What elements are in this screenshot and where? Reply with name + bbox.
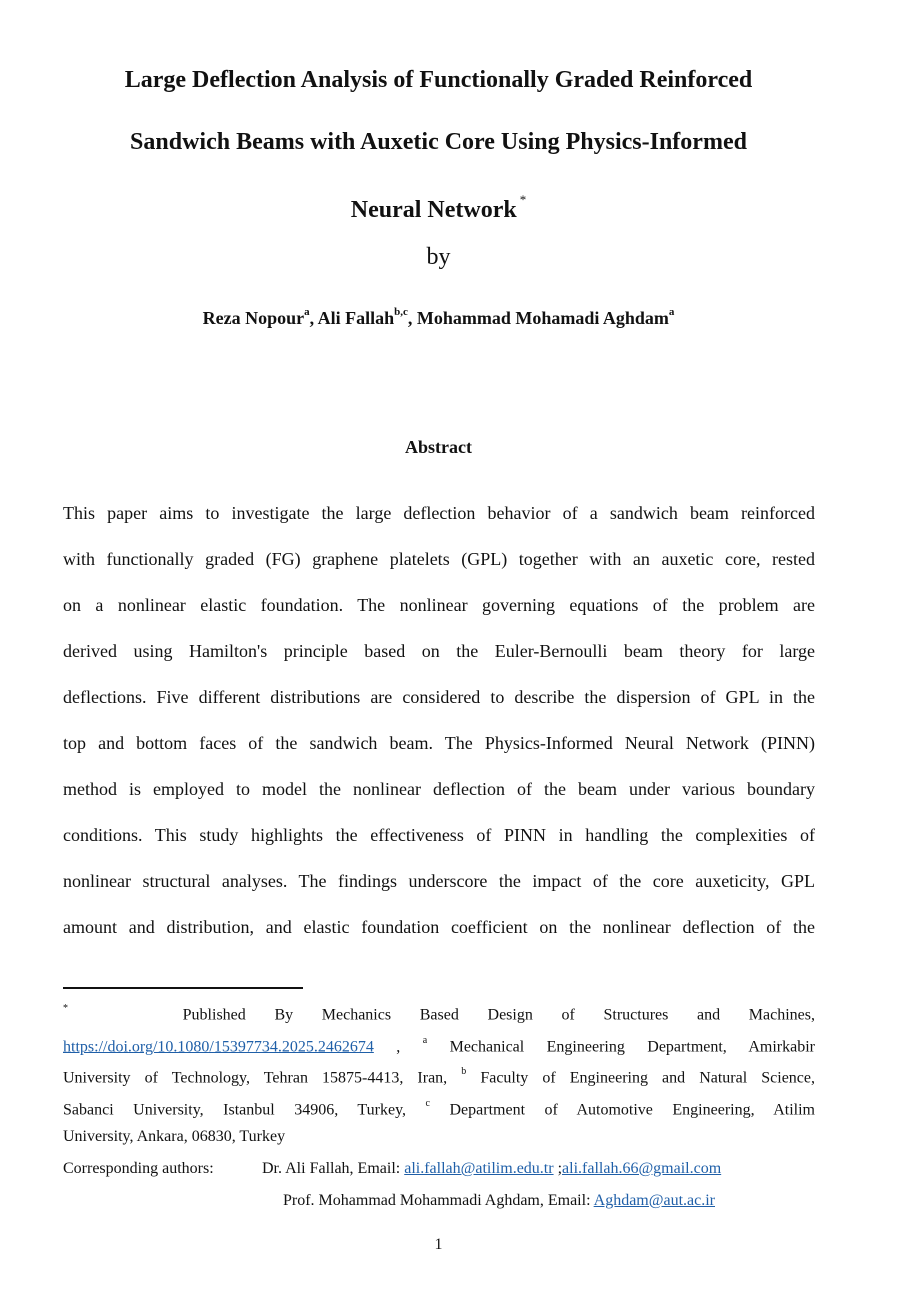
- footnote: [63, 995, 815, 1153]
- title-line-2: Sandwich Beams with Auxetic Core Using Physics-Informed: [130, 128, 747, 155]
- author-name: Ali Fallah: [317, 308, 395, 328]
- page-number: 1: [434, 1236, 443, 1253]
- footnote-divider: [63, 987, 303, 989]
- footnote-line: [63, 1027, 815, 1059]
- author-separator: ,: [309, 308, 318, 328]
- footnote-line: [63, 1121, 815, 1153]
- affiliation-c-text-cont: University, Ankara, 06830, Turkey: [63, 1128, 286, 1145]
- corresponding-authors: [63, 1153, 843, 1216]
- title-line-1: Large Deflection Analysis of Functionally Graded Reinforced: [124, 67, 753, 93]
- author-name: Reza Nopour: [202, 308, 305, 328]
- title-footnote-marker: *: [519, 192, 527, 207]
- affiliation-marker-c: c: [425, 1097, 430, 1109]
- corresponding-row-2: [63, 1185, 843, 1217]
- abstract-line: derived using Hamilton's principle based on the Euler-Bernoulli beam theory for large: [63, 641, 815, 661]
- corresponding-row-1: [63, 1153, 843, 1185]
- abstract-line: on a nonlinear elastic foundation. The nonlinear governing equations of the problem are: [63, 595, 815, 615]
- affiliation-a-text: Mechanical Engineering Department, Amirkabir: [427, 1037, 815, 1055]
- affiliation-marker-a: a: [422, 1034, 428, 1046]
- abstract-line: deflections. Five different distributions are considered to describe the dispersion of GPL in the: [63, 687, 815, 707]
- published-text: Published By Mechanics Based Design of Structures and Machines,: [182, 1006, 815, 1024]
- abstract-line: amount and distribution, and elastic foundation coefficient on the nonlinear deflection of the: [63, 917, 815, 937]
- abstract-body: [63, 490, 815, 950]
- author-list: [0, 300, 877, 332]
- email-link-gmail[interactable]: ali.fallah.66@gmail.com: [562, 1160, 722, 1177]
- doi-link[interactable]: https://doi.org/10.1080/15397734.2025.2462674: [63, 1037, 374, 1055]
- footnote-line: [63, 1058, 815, 1090]
- paper-title: [40, 50, 837, 242]
- footnote-marker: *: [63, 1003, 68, 1014]
- abstract-line: top and bottom faces of the sandwich beam. The Physics-Informed Neural Network (PINN): [63, 733, 815, 753]
- abstract-line: with functionally graded (FG) graphene platelets (GPL) together with an auxetic core, rested: [63, 549, 815, 569]
- email-link-atilim[interactable]: ali.fallah@atilim.edu.tr: [404, 1160, 554, 1177]
- author1-email-prefix: Dr. Ali Fallah, Email:: [262, 1160, 405, 1177]
- abstract-line: method is employed to model the nonlinear deflection of the beam under various boundary: [63, 779, 815, 799]
- footnote-line: [63, 995, 815, 1027]
- affiliation-marker-b: b: [461, 1066, 467, 1077]
- author-affiliation-marker: a: [304, 306, 310, 318]
- email-separator: ;: [553, 1160, 563, 1177]
- abstract-line: This paper aims to investigate the large deflection behavior of a sandwich beam reinforced: [63, 503, 815, 523]
- affiliation-c-text: Department of Automotive Engineering, Atilim: [429, 1100, 815, 1118]
- affiliation-b-text-cont: Sabanci University, Istanbul 34906, Turkey,: [63, 1100, 426, 1118]
- corresponding-label: Corresponding authors:: [63, 1160, 214, 1177]
- abstract-line: conditions. This study highlights the effectiveness of PINN in handling the complexities of: [63, 825, 815, 845]
- abstract-line: nonlinear structural analyses. The findings underscore the impact of the core auxeticity, GPL: [63, 871, 815, 891]
- email-link-aut[interactable]: Aghdam@aut.ac.ir: [593, 1191, 715, 1209]
- author2-email-prefix: Prof. Mohammad Mohammadi Aghdam, Email:: [283, 1191, 594, 1209]
- footnote-line: [63, 1090, 815, 1122]
- by-line: by: [426, 244, 451, 270]
- affiliation-b-text: Faculty of Engineering and Natural Science,: [466, 1069, 815, 1087]
- footnote-separator: ,: [373, 1037, 423, 1055]
- title-line-3: Neural Network: [350, 197, 517, 223]
- affiliation-a-text-cont: University of Technology, Tehran 15875-4413, Iran,: [63, 1069, 462, 1087]
- abstract-heading: Abstract: [405, 437, 472, 457]
- author-name: Mohammad Mohamadi Aghdam: [416, 308, 669, 328]
- author-affiliation-marker: b,c: [394, 306, 408, 318]
- author-affiliation-marker: a: [668, 306, 675, 318]
- author-separator: ,: [407, 308, 417, 328]
